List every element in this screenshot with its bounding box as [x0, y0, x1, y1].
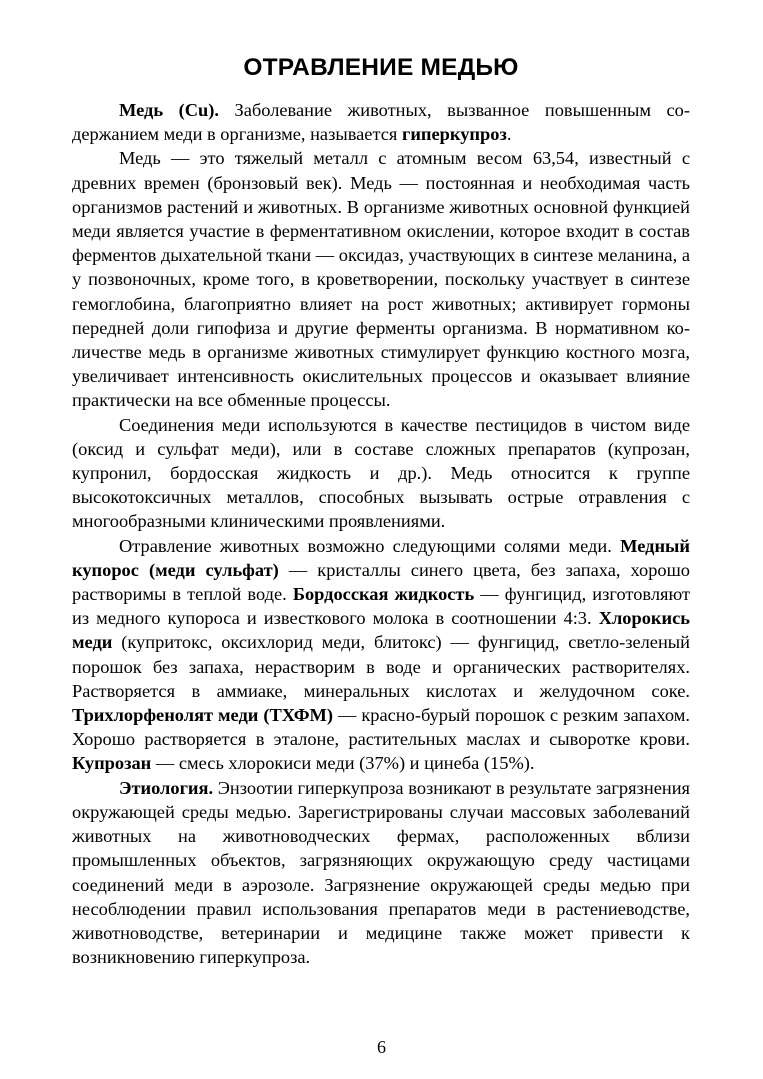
- paragraph-text: (купритокс, оксихлорид меди, блитокс) — фунгицид, светло-зеленый порошок без запаха, нерастворим в воде и органических растворителях. Растворяется в аммиаке, минеральных кислотах и желудочном соке.: [72, 632, 690, 701]
- paragraph-text: Медь — это тяжелый металл с атомным весом 63,54, известный с древних времен (бронзовый век). Медь — постоянная и необходимая часть организмов растений и животных. В организме животных основной функцией меди является участие в ферментативном окислении, которое входит в состав ферментов дыхательной ткани — оксидаз, участвующих в синтезе меланина, а у позвоночных, кроме того, в кроветворении, поскольку участвует в синтезе гемоглобина, благоприятно влияет на рост животных; активирует гормоны передней доли гипофиза и другие ферменты организма. В нормативном количестве медь в организме животных стимулирует функцию костного мозга, увеличивает интенсивность окислительных процессов и оказывает влияние практически на все обменные процессы.: [72, 148, 690, 411]
- page-number: 6: [377, 1037, 386, 1057]
- term-copper-sulfate: Медный купорос (меди сульфат): [72, 535, 690, 580]
- paragraph-compounds: [72, 413, 690, 534]
- term-copper-trichlorophenolate: Трихлорфенолят меди (ТХФМ): [72, 705, 334, 726]
- paragraph-text: Заболевание животных, вызванное повышенным содержанием меди в организме, называется: [72, 100, 690, 145]
- paragraph-text: Отравление животных возможно следующими солями меди.: [119, 535, 621, 556]
- paragraph-text: Энзоотии гиперкупроза возникают в результате загрязнения окружающей среды медью. Зарегистрированы случаи массовых заболеваний животных на животноводческих фермах, расположенных вблизи промышленных объектов, загрязняющих окружающую среду частицами соединений меди в аэрозоле. Загрязнение окружающей среды медью при несоблюдении правил использования препаратов меди в растениеводстве, животноводстве, ветеринарии и медицине также может привести к возникновению гиперкупроза.: [72, 777, 690, 968]
- term-cuprozan: Купрозан: [72, 753, 152, 774]
- term-hypercuprosis: гиперкупроз: [401, 124, 507, 145]
- paragraph-definition: [72, 98, 690, 146]
- article-text: [72, 98, 690, 969]
- paragraph-salts: [72, 534, 690, 776]
- paragraph-text: .: [506, 124, 512, 145]
- paragraph-copper-role: [72, 146, 690, 412]
- term-bordeaux-mixture: Бордосская жидкость: [292, 584, 475, 605]
- term-copper: Медь (Cu).: [119, 100, 219, 120]
- term-copper-oxychloride: Хлорокись меди: [72, 608, 690, 653]
- paragraph-text: Соединения меди используются в качестве пестицидов в чистом виде (оксид и сульфат меди), или в составе сложных препаратов (купрозан, купронил, бордосская жидкость и др.). Медь относится к группе высокотоксичных металлов, способных вызывать острые отравления с многообразными клиническими проявлениями.: [72, 414, 690, 532]
- page-title: ОТРАВЛЕНИЕ МЕДЬЮ: [243, 54, 519, 81]
- paragraph-text: — красно-бурый порошок с резким запахом. Хорошо растворяется в эталоне, растительных маслах и сыворотке крови.: [72, 705, 690, 750]
- section-heading-etiology: Этиология.: [119, 777, 214, 798]
- page-body: [72, 48, 690, 969]
- paragraph-text: — фунгицид, изготовляют из медного купороса и известкового молока в соотношении 4:3.: [72, 584, 690, 629]
- paragraph-text: — кристаллы синего цвета, без запаха, хорошо растворимы в теплой воде.: [72, 559, 690, 605]
- paragraph-text: — смесь хлорокиси меди (37%) и цинеба (15%).: [151, 753, 535, 774]
- paragraph-etiology: [72, 776, 690, 970]
